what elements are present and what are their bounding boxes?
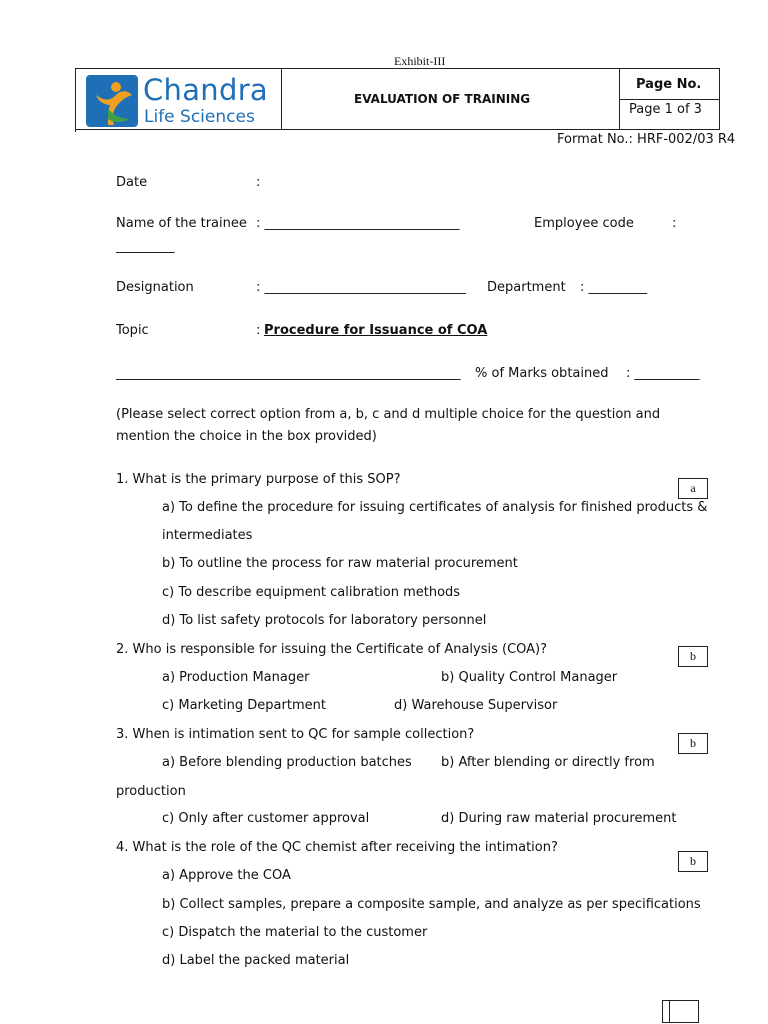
q2-option-d: d) Warehouse Supervisor [394,698,558,713]
q1-option-b: b) To outline the process for raw material procurement [162,556,518,571]
department-field[interactable]: : _________ [580,280,648,295]
logo-name: Chandra [143,73,268,107]
instructions-line-2: mention the choice in the box provided) [116,429,377,444]
employee-code-field[interactable]: _________ [116,239,175,254]
format-number: Format No.: HRF-002/03 R4 [557,132,736,147]
q1-option-d: d) To list safety protocols for laboratory personnel [162,613,487,628]
footer-box [662,1000,699,1023]
q4-option-d: d) Label the packed material [162,953,350,968]
form-title: EVALUATION OF TRAINING [354,92,531,106]
logo-tagline: Life Sciences [144,107,255,127]
company-logo [76,69,282,129]
question-4: 4. What is the role of the QC chemist after receiving the intimation? [116,840,558,855]
q3-option-b-cont: production [116,784,186,799]
answer-box-2[interactable]: b [678,646,708,667]
header-divider [75,130,76,132]
q4-option-a: a) Approve the COA [162,868,291,883]
q4-option-c: c) Dispatch the material to the customer [162,925,428,940]
q1-option-a-cont: intermediates [162,528,253,543]
answer-box-3[interactable]: b [678,733,708,754]
q1-option-c: c) To describe equipment calibration methods [162,585,461,600]
q3-option-a: a) Before blending production batches [162,755,412,770]
question-1: 1. What is the primary purpose of this SOP? [116,472,401,487]
exhibit-label: Exhibit-III [394,54,446,68]
q2-option-a: a) Production Manager [162,670,310,685]
q3-option-c: c) Only after customer approval [162,811,370,826]
question-2: 2. Who is responsible for issuing the Certificate of Analysis (COA)? [116,642,548,657]
topic-label: Topic [116,323,149,338]
employee-code-colon: : [672,216,677,231]
designation-field[interactable]: : _______________________________ [256,280,467,295]
answer-box-1[interactable]: a [678,478,708,499]
q3-option-b: b) After blending or directly from [441,755,655,770]
date-colon: : [256,175,261,190]
department-label: Department [487,280,566,295]
designation-label: Designation [116,280,194,295]
page-value: Page 1 of 3 [629,102,702,117]
date-label: Date [116,175,148,190]
trainee-label: Name of the trainee [116,216,247,231]
figure-logo-icon [86,75,138,127]
page-label: Page No. [636,77,702,92]
topic-value: Procedure for Issuance of COA [264,323,488,338]
marks-field[interactable]: : __________ [626,366,700,381]
q3-option-d: d) During raw material procurement [441,811,677,826]
topic-colon: : [256,323,261,338]
q4-option-b: b) Collect samples, prepare a composite sample, and analyze as per specifications [162,897,701,912]
question-3: 3. When is intimation sent to QC for sample collection? [116,727,475,742]
q1-option-a: a) To define the procedure for issuing certificates of analysis for finished products & [162,500,708,515]
instructions-line-1: (Please select correct option from a, b, c and d multiple choice for the question and [116,407,661,422]
employee-code-label: Employee code [534,216,634,231]
q2-option-c: c) Marketing Department [162,698,326,713]
marks-line: _____________________________________________________ [116,366,461,381]
marks-label: % of Marks obtained [475,366,609,381]
q2-option-b: b) Quality Control Manager [441,670,618,685]
trainee-field[interactable]: : ______________________________ [256,216,460,231]
answer-box-4[interactable]: b [678,851,708,872]
page-number-cell [619,69,720,129]
document-header [75,68,720,130]
